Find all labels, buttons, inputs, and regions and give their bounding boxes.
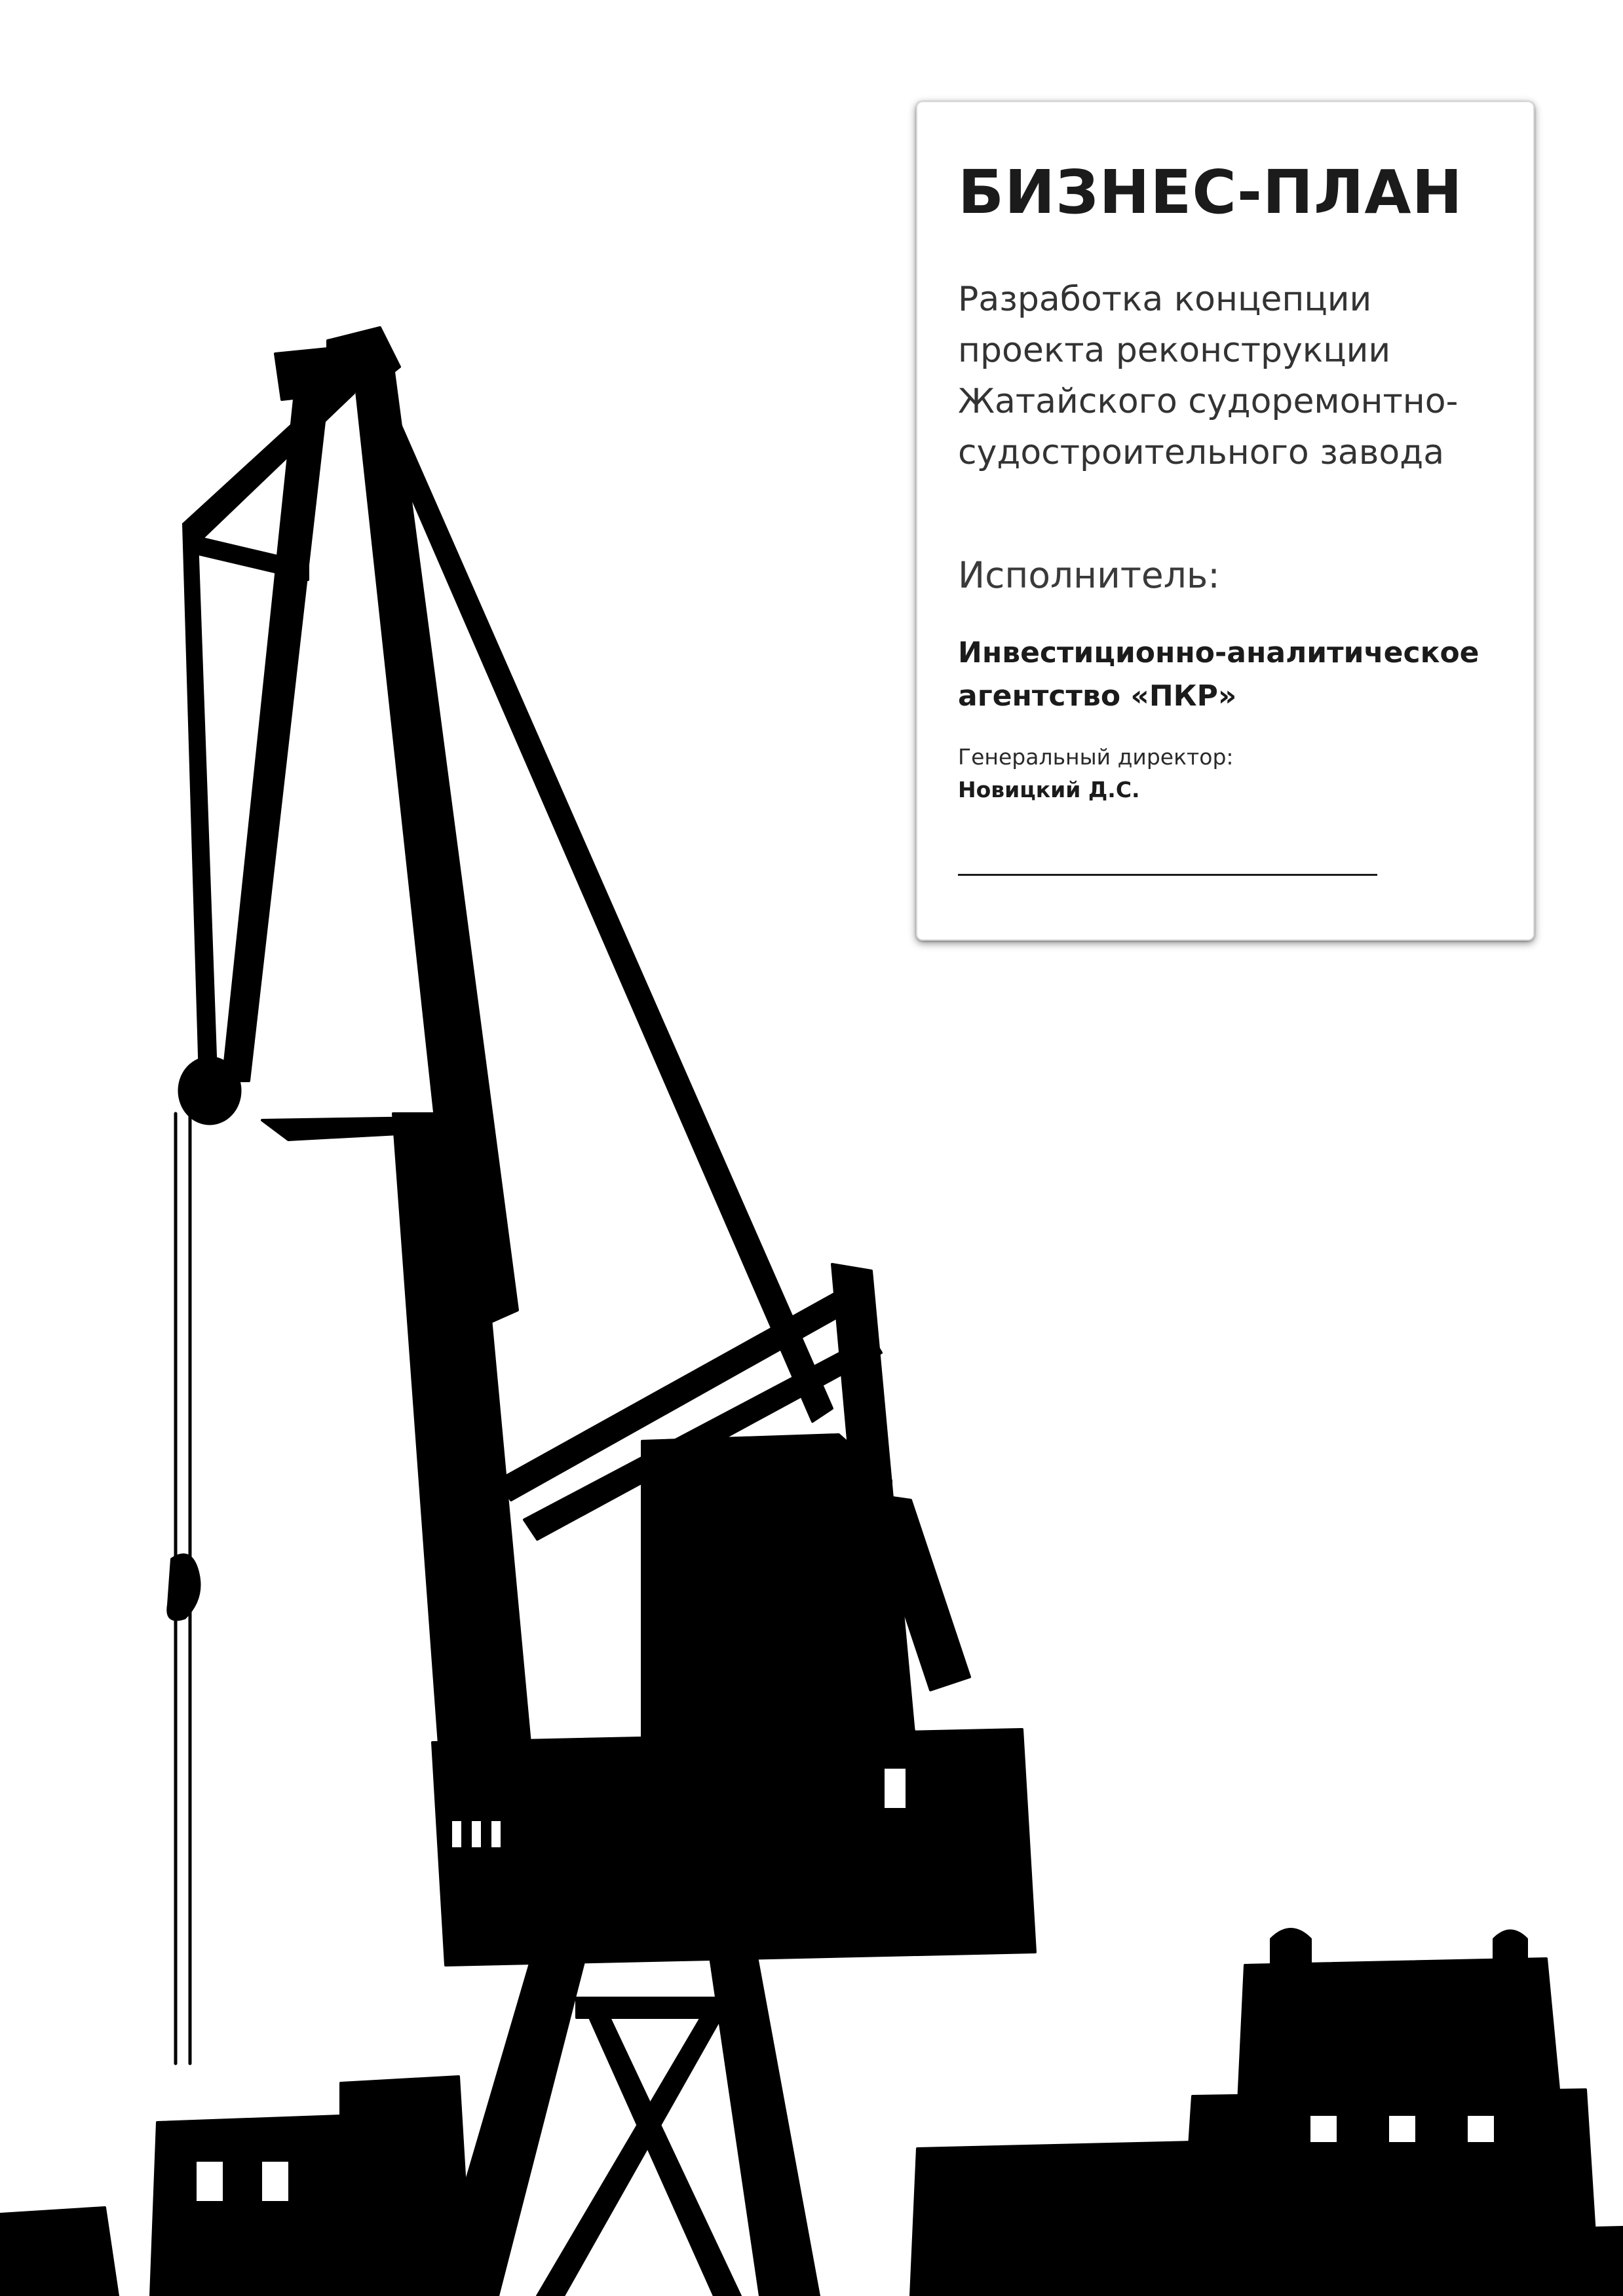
document-title: БИЗНЕС-ПЛАН [958, 157, 1463, 227]
director-name: Новицкий Д.С. [958, 777, 1140, 802]
signature-line [958, 874, 1377, 876]
document-subtitle: Разработка концепции проекта реконструкции Жатайского судоремонтно- судостроительного завода [958, 280, 1459, 472]
director-label: Генеральный директор: [958, 744, 1234, 770]
executor-name: Инвестиционно-аналитическое агентство «ПКР» [958, 636, 1480, 713]
executor-label: Исполнитель: [958, 554, 1220, 596]
title-card [916, 101, 1535, 941]
